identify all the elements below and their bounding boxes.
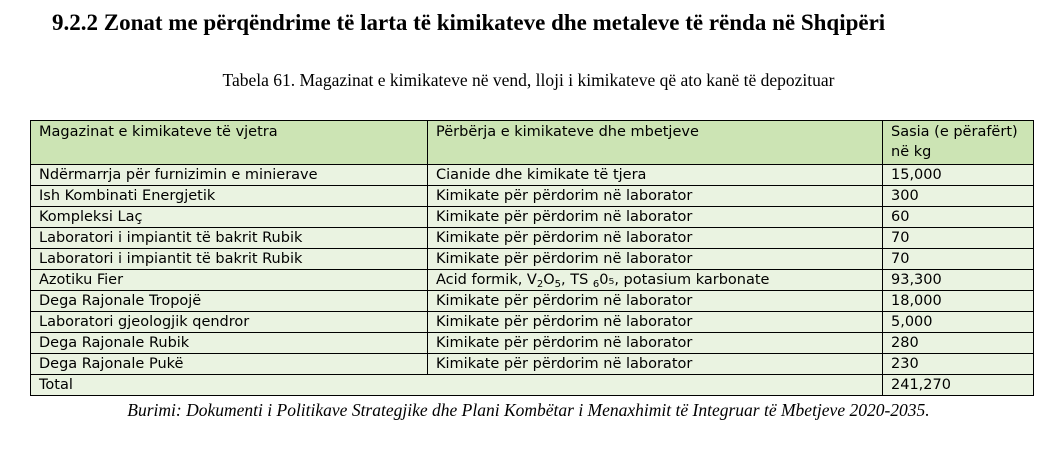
cell-warehouse: Laboratori i impiantit të bakrit Rubik (31, 249, 428, 270)
source-note: Burimi: Dokumenti i Politikave Strategjike dhe Plani Kombëtar i Menaxhimit të Integruar të Mbetjeve 2020-2035. (127, 400, 930, 420)
table-row (31, 249, 1034, 270)
table-row (31, 333, 1034, 354)
table-total-row (31, 375, 1034, 396)
formula-part: Acid formik, V (436, 272, 537, 288)
cell-warehouse: Azotiku Fier (31, 270, 428, 291)
cell-composition: Kimikate për përdorim në laborator (428, 354, 883, 375)
formula-part: , TS (561, 272, 593, 288)
cell-amount: 15,000 (883, 165, 1034, 186)
cell-composition (428, 270, 883, 291)
cell-warehouse: Laboratori i impiantit të bakrit Rubik (31, 228, 428, 249)
cell-amount: 70 (883, 249, 1034, 270)
cell-composition: Kimikate për përdorim në laborator (428, 207, 883, 228)
table-header-row (31, 121, 1034, 165)
cell-composition: Kimikate për përdorim në laborator (428, 249, 883, 270)
formula-subscript: 5 (554, 279, 562, 290)
section-heading: 9.2.2 Zonat me përqëndrime të larta të kimikateve dhe metaleve të rënda në Shqipëri (52, 10, 886, 35)
cell-warehouse: Ish Kombinati Energjetik (31, 186, 428, 207)
table-row (31, 207, 1034, 228)
cell-amount: 93,300 (883, 270, 1034, 291)
table-row (31, 312, 1034, 333)
cell-composition: Kimikate për përdorim në laborator (428, 312, 883, 333)
total-amount: 241,270 (883, 375, 1034, 396)
cell-amount: 280 (883, 333, 1034, 354)
table-row (31, 291, 1034, 312)
formula-part: 0₅, potasium karbonate (599, 272, 770, 288)
cell-amount: 70 (883, 228, 1034, 249)
table-row (31, 165, 1034, 186)
header-composition: Përbërja e kimikateve dhe mbetjeve (428, 121, 883, 165)
cell-composition: Kimikate për përdorim në laborator (428, 186, 883, 207)
cell-warehouse: Dega Rajonale Rubik (31, 333, 428, 354)
total-label: Total (31, 375, 883, 396)
cell-amount: 5,000 (883, 312, 1034, 333)
table-caption: Tabela 61. Magazinat e kimikateve në vend, lloji i kimikateve që ato kanë të depozituar (222, 70, 835, 90)
cell-amount: 18,000 (883, 291, 1034, 312)
cell-amount: 60 (883, 207, 1034, 228)
cell-warehouse: Dega Rajonale Tropojë (31, 291, 428, 312)
header-warehouses: Magazinat e kimikateve të vjetra (31, 121, 428, 165)
cell-composition: Kimikate për përdorim në laborator (428, 228, 883, 249)
cell-amount: 300 (883, 186, 1034, 207)
formula-part: O (543, 272, 555, 288)
cell-composition: Cianide dhe kimikate të tjera (428, 165, 883, 186)
cell-warehouse: Ndërmarrja për furnizimin e minierave (31, 165, 428, 186)
cell-warehouse: Dega Rajonale Pukë (31, 354, 428, 375)
cell-warehouse: Laboratori gjeologjik qendror (31, 312, 428, 333)
table-row (31, 354, 1034, 375)
table-row (31, 186, 1034, 207)
cell-composition: Kimikate për përdorim në laborator (428, 333, 883, 354)
cell-warehouse: Kompleksi Laç (31, 207, 428, 228)
formula-subscript: 6 (592, 279, 600, 290)
cell-composition: Kimikate për përdorim në laborator (428, 291, 883, 312)
cell-amount: 230 (883, 354, 1034, 375)
header-amount: Sasia (e përafërt) në kg (883, 121, 1034, 165)
table-row (31, 228, 1034, 249)
table-row (31, 270, 1034, 291)
formula-subscript: 2 (536, 279, 544, 290)
chemicals-table (30, 120, 1034, 396)
